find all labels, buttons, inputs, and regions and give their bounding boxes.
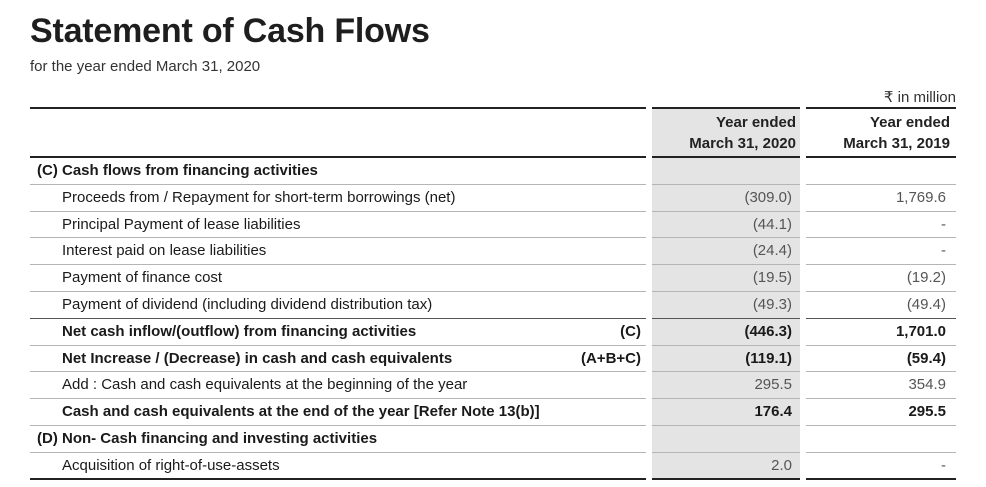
value-2020: 176.4 xyxy=(754,403,792,421)
value-2020: (24.4) xyxy=(752,242,792,260)
header-top-rule xyxy=(30,107,646,109)
table-row xyxy=(0,426,986,453)
value-2019: 1,769.6 xyxy=(895,188,946,206)
row-label: (D) Non- Cash financing and investing activities xyxy=(37,430,378,447)
table-row xyxy=(0,212,986,239)
row-label: Cash and cash equivalents at the end of the year [Refer Note 13(b)] xyxy=(62,403,540,421)
value-2020: (446.3) xyxy=(744,322,792,340)
table-row xyxy=(0,158,986,185)
column-header-line2: March 31, 2020 xyxy=(689,135,796,152)
row-label: (C) Cash flows from financing activities xyxy=(37,162,318,179)
table-bottom-rule xyxy=(806,478,956,480)
table-row xyxy=(0,265,986,292)
row-reference: (C) xyxy=(620,322,641,340)
value-2019: 295.5 xyxy=(908,403,946,421)
table-row xyxy=(0,319,986,346)
value-2020: 2.0 xyxy=(771,456,792,474)
column-header-line1: Year ended xyxy=(869,114,950,131)
row-label: Principal Payment of lease liabilities xyxy=(62,215,301,233)
value-2020: (119.1) xyxy=(745,349,792,367)
value-2020: (49.3) xyxy=(752,296,792,313)
value-2020: 295.5 xyxy=(754,376,792,394)
value-2019: 354.9 xyxy=(908,376,946,394)
row-label: Net Increase / (Decrease) in cash and cash equivalents xyxy=(62,349,453,367)
row-label: Add : Cash and cash equivalents at the beginning of the year xyxy=(62,376,468,394)
table-row xyxy=(0,185,986,212)
header-top-rule xyxy=(806,107,956,109)
table-row xyxy=(0,346,986,373)
value-2019: - xyxy=(941,242,946,260)
table-row xyxy=(0,238,986,265)
row-label: Acquisition of right-of-use-assets xyxy=(62,456,280,474)
header-top-rule xyxy=(652,107,800,109)
column-header-line2: March 31, 2019 xyxy=(843,135,950,152)
value-2019: (49.4) xyxy=(906,296,946,313)
page-subtitle: for the year ended March 31, 2020 xyxy=(30,58,261,75)
row-reference: (A+B+C) xyxy=(580,349,641,367)
row-label: Proceeds from / Repayment for short-term borrowings (net) xyxy=(62,188,456,206)
row-label: Payment of finance cost xyxy=(62,269,223,287)
value-2020: (19.5) xyxy=(752,269,792,287)
table-row xyxy=(0,399,986,426)
table-row xyxy=(0,292,986,319)
value-2019: (59.4) xyxy=(906,349,946,367)
value-2019: - xyxy=(941,456,946,474)
unit-label: ₹ in million xyxy=(883,89,956,106)
row-label: Net cash inflow/(outflow) from financing activities xyxy=(62,322,417,340)
row-label: Payment of dividend (including dividend distribution tax) xyxy=(62,296,433,313)
value-2019: (19.2) xyxy=(906,269,946,287)
value-2019: - xyxy=(941,215,946,233)
value-2019: 1,701.0 xyxy=(895,322,946,340)
value-2020: (44.1) xyxy=(752,215,792,233)
value-2020: (309.0) xyxy=(744,188,792,206)
table-bottom-rule xyxy=(30,478,646,480)
table-bottom-rule xyxy=(652,478,800,480)
table-row xyxy=(0,372,986,399)
column-header-2020 xyxy=(648,112,796,154)
page-title: Statement of Cash Flows xyxy=(30,12,430,50)
row-label: Interest paid on lease liabilities xyxy=(62,242,267,260)
table-row xyxy=(0,453,986,480)
column-header-line1: Year ended xyxy=(715,114,796,131)
column-header-2019 xyxy=(802,112,950,154)
